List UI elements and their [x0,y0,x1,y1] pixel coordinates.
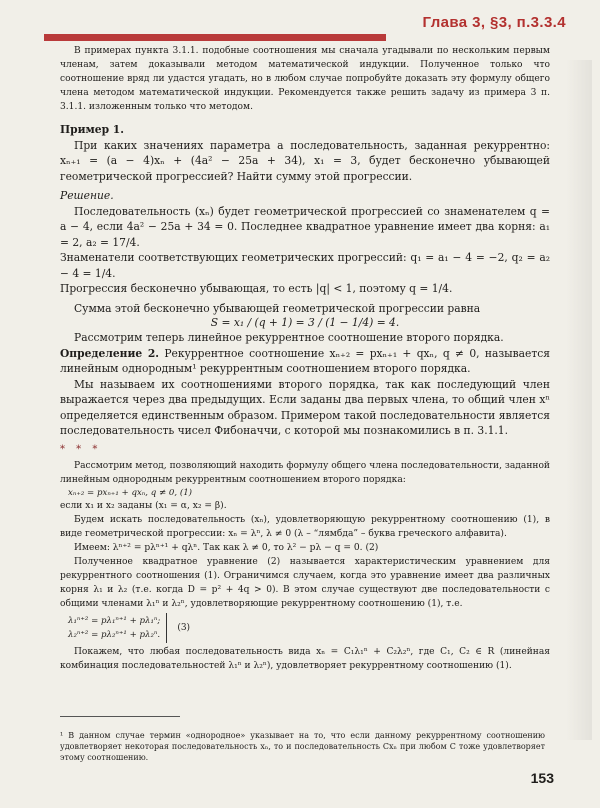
chapter-header [44,14,566,40]
method-paragraph-5: Покажем, что любая последовательность вида xₙ = C₁λ₁ⁿ + C₂λ₂ⁿ, где C₁, C₂ ∈ R (линейная комбинация последовательностей λ₁ⁿ и λ₂ⁿ), удовлетворяет рекуррентному соотношению (1). [60,646,550,671]
solution-step-1: Последовательность (xₙ) будет геометрической прогрессией со знаменателем q = a − 4, если 4a² − 25a + 34 = 0. Последнее квадратное уравнение имеет два корня: a₁ = 2, a₂ = 17/4. [60,204,550,249]
system-line-2: λ₂ⁿ⁺² = pλ₂ⁿ⁺¹ + pλ₂ⁿ. [68,629,161,640]
solution-label: Решение. [60,189,114,202]
page-body [60,44,550,673]
method-paragraph-1: Рассмотрим метод, позволяющий находить формулу общего члена последовательности, заданной линейным однородным рекуррентным соотношением второго порядка: [60,460,550,485]
intro-paragraph: В примерах пункта 3.1.1. подобные соотношения мы сначала угадывали по нескольким первым членам, затем доказывали методом математической индукции. Полученное только что соотношение вряд ли удастся угадать, но в любом случае попробуйте доказать эту формулу общего члена методом математической индукции. Рекомендуется также решить задачу из примера 3 п. 3.1.1. изложенным только что методом. [60,46,550,112]
system-3 [68,613,550,643]
system-label: (3) [177,622,191,633]
header-rule [44,34,386,41]
sum-text: Сумма этой бесконечно убывающей геометрической прогрессии равна [74,301,481,315]
method-paragraph-2: Будем искать последовательность (xₙ), удовлетворяющую рекуррентному соотношению (1), в виде геометрической прогрессии: xₙ = λⁿ, λ ≠ 0 (λ – “лямбда” – буква греческого алфавита). [60,514,550,539]
page-shadow [566,60,592,740]
equation-1-condition: если x₁ и x₂ заданы (x₁ = α, x₂ = β). [60,500,227,511]
solution-step-2: Знаменатели соответствующих геометрических прогрессий: q₁ = a₁ − 4 = −2, q₂ = a₂ − 4 = 1/4. [60,251,550,280]
second-order-intro: Рассмотрим теперь линейное рекуррентное соотношение второго порядка. [74,331,504,344]
system-line-1: λ₁ⁿ⁺² = pλ₁ⁿ⁺¹ + pλ₁ⁿ; [68,615,161,626]
solution-step-3: Прогрессия бесконечно убывающая, то есть |q| < 1, поэтому q = 1/4. [60,282,453,295]
sum-formula: S = x₁ / (q + 1) = 3 / (1 − 1/4) = 4. [210,316,400,329]
definition-text: Рекуррентное соотношение xₙ₊₂ = pxₙ₊₁ + qxₙ, q ≠ 0, называется линейным однородным¹ рекуррентным соотношением второго порядка. [60,346,551,375]
chapter-title: Глава 3, §3, п.3.3.4 [422,14,566,31]
section-separator: * * * [60,443,102,455]
footnote-divider [60,716,180,717]
method-paragraph-3: Имеем: λⁿ⁺² = pλⁿ⁺¹ + qλⁿ. Так как λ ≠ 0, то λ² − pλ − q = 0. (2) [74,542,379,553]
page-number: 153 [530,770,554,786]
example-title: Пример 1. [60,123,124,136]
definition-note: Мы называем их соотношениями второго порядка, так как последующий член выражается через два предыдущих. Если заданы два первых члена, то общий член xⁿ определяется единственным образом. Примером такой последовательности является последовательность чисел Фибоначчи, с которой мы познакомились в п. 3.1.1. [60,377,550,437]
example-statement: При каких значениях параметра a последовательность, заданная рекуррентно: xₙ₊₁ = (a − 4)xₙ + (4a² − 25a + 34), x₁ = 3, будет бесконечно убывающей геометрической прогрессией? Найти сумму этой прогрессии. [60,138,550,183]
footnote: ¹ В данном случае термин «однородное» указывает на то, что если данному рекуррентному соотношению удовлетворяет некоторая последовательность xₙ, то и последовательность Cxₙ при любом C тоже удовлетворяет этому соотношению. [60,731,545,762]
definition [60,346,550,377]
equation-1: xₙ₊₂ = pxₙ₊₁ + qxₙ, q ≠ 0, (1) [68,487,193,498]
method-paragraph-4: Полученное квадратное уравнение (2) называется характеристическим уравнением для рекуррентного соотношения (1). Ограничимся случаем, когда это уравнение имеет два различных корня λ₁ и λ₂ (т.е. когда D = p² + 4q > 0). В этом случае существуют две последовательности с общими членами λ₁ⁿ и λ₂ⁿ, удовлетворяющие рекуррентному соотношению (1), т.е. [60,556,550,609]
definition-title: Определение 2. [60,346,160,360]
